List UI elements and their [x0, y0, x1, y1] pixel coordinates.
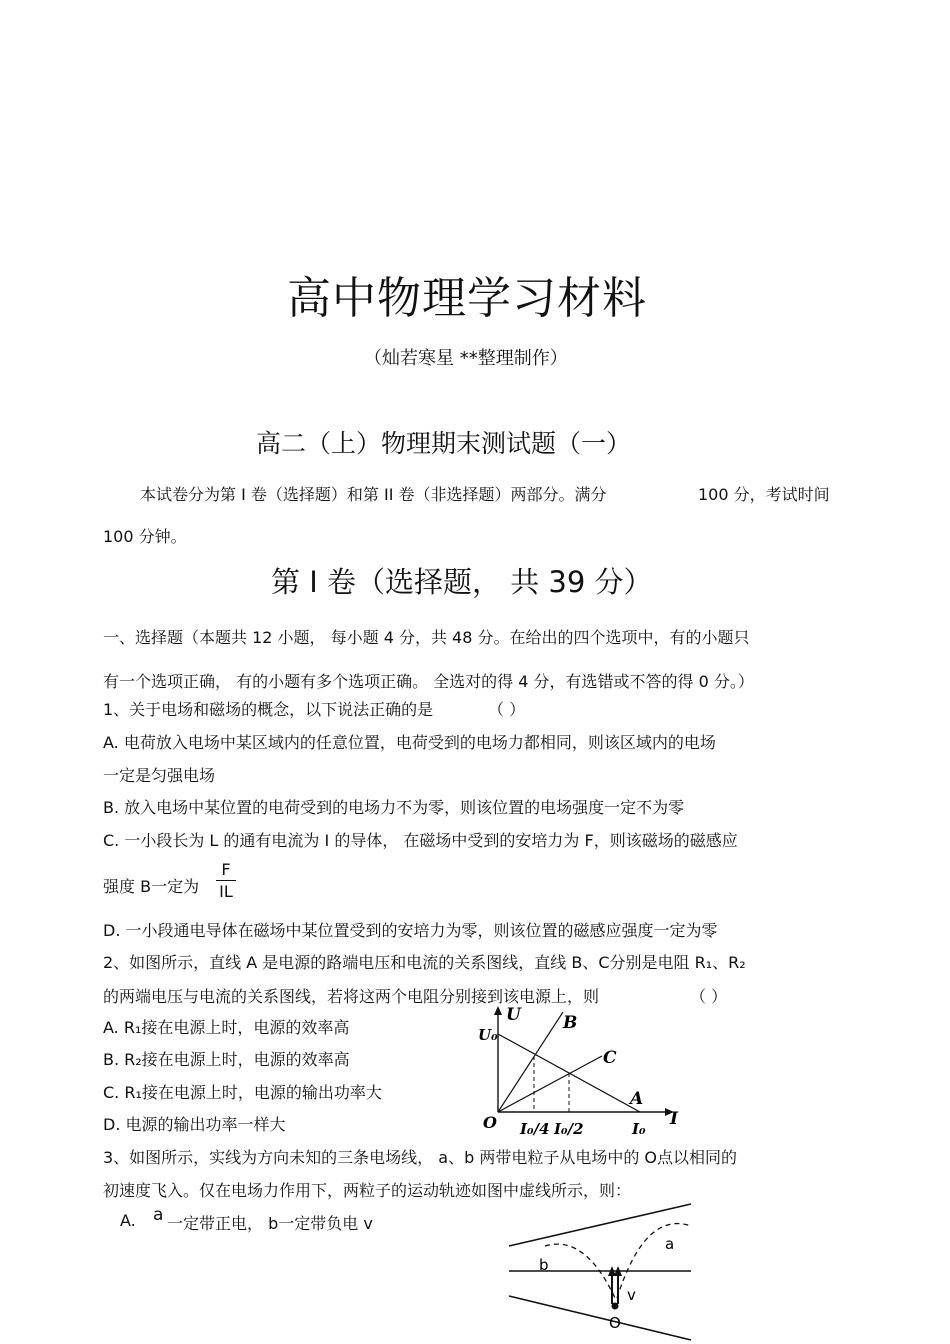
q2-option-c: C. R₁接在电源上时，电源的输出功率大	[103, 1083, 382, 1102]
figure-label-a: a	[665, 1235, 675, 1253]
q3-option-a-letter: a	[153, 1205, 164, 1225]
q2-option-d: D. 电源的输出功率一样大	[103, 1115, 286, 1134]
field-line-top	[509, 1204, 691, 1246]
q3-stem-line2: 初速度飞入。仅在电场力作用下，两粒子的运动轨迹如图中虚线所示，则：	[103, 1181, 632, 1200]
graph-label-i: I	[670, 1109, 678, 1129]
graph-tick-i0-2: I₀/2	[554, 1120, 584, 1138]
fraction-denominator: IL	[219, 882, 233, 901]
figure-label-v: v	[627, 1286, 636, 1304]
q1-option-c-line1: C. 一小段长为 L 的通有电流为 I 的导体， 在磁场中受到的安培力为 F，则该磁场的磁感应	[103, 831, 738, 850]
q1-answer-paren: （ ）	[488, 700, 526, 719]
intro-text: 本试卷分为第 I 卷（选择题）和第 II 卷（非选择题）两部分。满分	[140, 485, 607, 504]
document-subtitle: （灿若寒星 **整理制作）	[364, 348, 568, 369]
q3-option-a-label: A.	[120, 1211, 136, 1230]
intro-score: 100 分，考试时间	[698, 485, 830, 504]
graph-label-origin: O	[483, 1113, 497, 1132]
exam-title: 高二（上）物理期末测试题（一）	[256, 429, 632, 458]
q1-option-d: D. 一小段通电导体在磁场中某位置受到的安培力为零，则该位置的磁感应强度一定为零	[103, 921, 718, 940]
y-axis-arrow-icon	[494, 1006, 502, 1015]
graph-label-a: A	[630, 1089, 644, 1109]
fraction-bar	[216, 880, 236, 881]
graph-line-c	[498, 1056, 602, 1112]
graph-label-u: U	[506, 1005, 521, 1025]
document-title: 高中物理学习材料	[287, 273, 647, 324]
q1-fraction	[216, 860, 236, 901]
q2-ui-graph	[470, 1000, 685, 1140]
q2-stem-line1: 2、如图所示，直线 A 是电源的路端电压和电流的关系图线，直线 B、C分别是电阻 R₁、R₂	[103, 953, 746, 972]
q1-option-a-line1: A. 电荷放入电场中某区域内的任意位置，电荷受到的电场力都相同，则该区域内的电场	[103, 733, 716, 752]
intro-duration: 100 分钟。	[103, 527, 187, 546]
field-line-bottom	[509, 1296, 691, 1340]
section1-instructions-line1: 一、选择题（本题共 12 小题， 每小题 4 分，共 48 分。在给出的四个选项中，有的小题只	[103, 628, 750, 647]
q3-stem-line1: 3、如图所示，实线为方向未知的三条电场线， a、b 两带电粒子从电场中的 O点以相同的	[103, 1148, 737, 1167]
q2-option-b: B. R₂接在电源上时，电源的效率高	[103, 1050, 350, 1069]
graph-label-u0: U₀	[478, 1026, 498, 1044]
q2-stem-line2: 的两端电压与电流的关系图线，若将这两个电阻分别接到该电源上，则	[103, 987, 600, 1006]
figure-label-o: O	[609, 1314, 621, 1332]
q3-field-figure	[505, 1200, 695, 1344]
q1-option-a-line2: 一定是匀强电场	[103, 766, 216, 785]
figure-label-b: b	[539, 1256, 549, 1274]
fraction-numerator: F	[221, 860, 231, 879]
q3-option-a-text: 一定带正电， b一定带负电 v	[167, 1214, 373, 1233]
q1-stem: 1、关于电场和磁场的概念，以下说法正确的是	[103, 700, 434, 719]
q1-option-b: B. 放入电场中某位置的电荷受到的电场力不为零，则该位置的电场强度一定不为零	[103, 798, 685, 817]
point-o-dot	[612, 1303, 619, 1310]
q1-option-c-line2: 强度 B一定为	[103, 877, 200, 896]
q2-option-a: A. R₁接在电源上时，电源的效率高	[103, 1018, 350, 1037]
section1-instructions-line2: 有一个选项正确， 有的小题有多个选项正确。 全选对的得 4 分，有选错或不答的得 0 分。）	[103, 672, 754, 691]
graph-line-b	[498, 1012, 563, 1112]
graph-tick-i0-4: I₀/4	[520, 1120, 550, 1138]
q2-answer-paren: （ ）	[690, 987, 728, 1006]
part1-title: 第 I 卷（选择题， 共 39 分）	[271, 565, 653, 599]
graph-label-c: C	[603, 1048, 617, 1068]
graph-label-b: B	[563, 1013, 578, 1033]
graph-tick-i0: I₀	[632, 1120, 646, 1138]
